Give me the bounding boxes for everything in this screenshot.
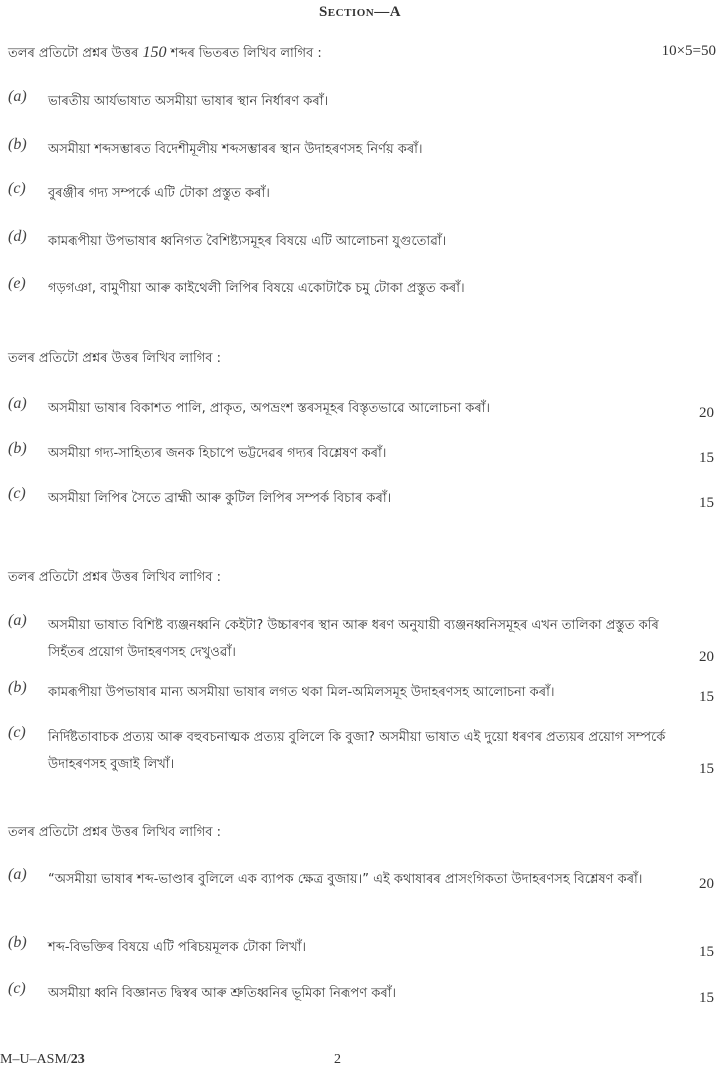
question-1d: (d) কামৰূপীয়া উপভাষাৰ ধ্বনিগত বৈশিষ্ট্যসমূহৰ বিষয়ে এটি আলোচনা যুগুতোৱাঁ। bbox=[8, 228, 447, 249]
question-3a: (a) অসমীয়া ভাষাত বিশিষ্ট ব্যঞ্জনধ্বনি কেইটা? উচ্চাৰণৰ স্থান আৰু ধৰণ অনুযায়ী ব্যঞ্জনধ্বনিসমূহৰ এখন তালিকা প্ৰস্তুত কৰি সিহঁতৰ প্ৰয়োগ উদাহৰণসহ দেখুওৱাঁ। 20 bbox=[8, 612, 714, 665]
instruction-q3: তলৰ প্ৰতিটো প্ৰশ্নৰ উত্তৰ লিখিব লাগিব : bbox=[8, 570, 221, 585]
question-2a: (a) অসমীয়া ভাষাৰ বিকাশত পালি, প্ৰাকৃত, অপভ্ৰংশ স্তৰসমূহৰ বিস্তৃতভাৱে আলোচনা কৰাঁ। 20 bbox=[8, 395, 714, 421]
instruction-q1: তলৰ প্ৰতিটো প্ৰশ্নৰ উত্তৰ 150 শব্দৰ ভিতৰত লিখিব লাগিব : bbox=[8, 44, 322, 61]
question-1c: (c) বুৰঞ্জীৰ গদ্য সম্পৰ্কে এটি টোকা প্ৰস্তুত কৰাঁ। bbox=[8, 180, 270, 201]
page-number: 2 bbox=[334, 1052, 341, 1067]
instruction-q2: তলৰ প্ৰতিটো প্ৰশ্নৰ উত্তৰ লিখিব লাগিব : bbox=[8, 351, 221, 366]
question-4b: (b) শব্দ-বিভক্তিৰ বিষয়ে এটি পৰিচয়মূলক টোকা লিখাঁ। 15 bbox=[8, 934, 714, 960]
question-4a: (a) “অসমীয়া ভাষাৰ শব্দ-ভাণ্ডাৰ বুলিলে এক ব্যাপক ক্ষেত্ৰ বুজায়।” এই কথাষাৰৰ প্ৰাসংগিকতা উদাহৰণসহ বিশ্লেষণ কৰাঁ। 20 bbox=[8, 866, 714, 892]
instruction-q4: তলৰ প্ৰতিটো প্ৰশ্নৰ উত্তৰ লিখিব লাগিব : bbox=[8, 825, 221, 840]
question-2b: (b) অসমীয়া গদ্য-সাহিত্যৰ জনক হিচাপে ভট্টদেৱৰ গদ্যৰ বিশ্লেষণ কৰাঁ। 15 bbox=[8, 440, 714, 466]
total-marks: 10×5=50 bbox=[661, 43, 716, 59]
question-1a: (a) ভাৰতীয় আৰ্যভাষাত অসমীয়া ভাষাৰ স্থান নিৰ্ধাৰণ কৰাঁ। bbox=[8, 88, 329, 109]
question-1b: (b) অসমীয়া শব্দসম্ভাৰত বিদেশীমূলীয় শব্দসম্ভাৰৰ স্থান উদাহৰণসহ নিৰ্ণয় কৰাঁ। bbox=[8, 136, 423, 157]
question-2c: (c) অসমীয়া লিপিৰ সৈতে ব্ৰাহ্মী আৰু কুটিল লিপিৰ সম্পৰ্ক বিচাৰ কৰাঁ। 15 bbox=[8, 485, 714, 511]
question-4c: (c) অসমীয়া ধ্বনি বিজ্ঞানত দ্বিস্বৰ আৰু শ্ৰুতিধ্বনিৰ ভূমিকা নিৰূপণ কৰাঁ। 15 bbox=[8, 980, 714, 1006]
paper-code: M–U–ASM/23 bbox=[0, 1052, 85, 1067]
question-3b: (b) কামৰূপীয়া উপভাষাৰ মান্য অসমীয়া ভাষাৰ লগত থকা মিল-অমিলসমূহ উদাহৰণসহ আলোচনা কৰাঁ। 15 bbox=[8, 679, 714, 705]
question-1e: (e) গড়গঞা, বামুণীয়া আৰু কাইথেলী লিপিৰ বিষয়ে একোটাকৈ চমু টোকা প্ৰস্তুত কৰাঁ। bbox=[8, 275, 465, 296]
question-3c: (c) নিৰ্দিষ্টতাবাচক প্ৰত্যয় আৰু বহুবচনাত্মক প্ৰত্যয় বুলিলে কি বুজা? অসমীয়া ভাষাত এই দুয়ো ধৰণৰ প্ৰত্যয়ৰ প্ৰয়োগ সম্পৰ্কে উদাহৰণসহ বুজাই লিখাঁ। 15 bbox=[8, 724, 714, 777]
section-title: Section—A bbox=[318, 4, 402, 20]
